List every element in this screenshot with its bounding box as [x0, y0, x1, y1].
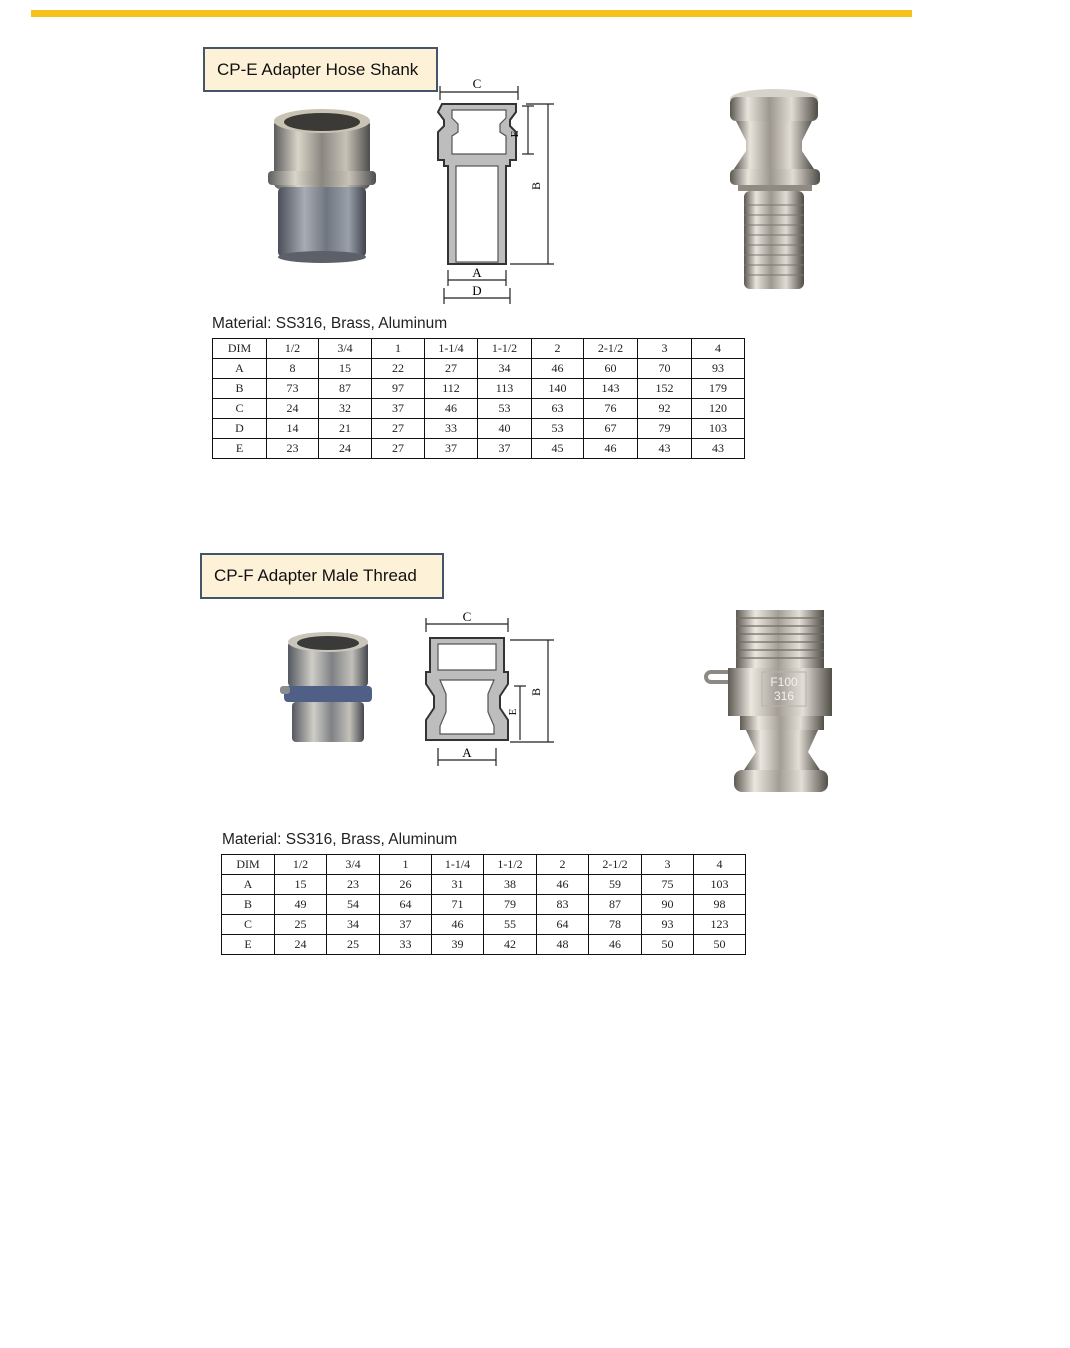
table-header-cell: DIM — [213, 339, 267, 359]
table-header-cell: 2-1/2 — [589, 855, 642, 875]
dim-label-d: D — [472, 283, 482, 298]
table-row-label: D — [213, 419, 267, 439]
table-header-cell: 3 — [638, 339, 692, 359]
table-cell: 34 — [327, 915, 380, 935]
table-cell: 34 — [478, 359, 532, 379]
table-cell: 24 — [267, 399, 319, 419]
table-cell: 63 — [532, 399, 584, 419]
table-cell: 38 — [484, 875, 537, 895]
table-cell: 87 — [589, 895, 642, 915]
table-cell: 27 — [425, 359, 478, 379]
cp-f-dimension-table — [221, 854, 746, 955]
table-row-label: E — [222, 935, 275, 955]
table-cell: 55 — [484, 915, 537, 935]
cp-f-product-photo-angled — [278, 630, 378, 746]
table-cell: 76 — [584, 399, 638, 419]
table-cell: 23 — [267, 439, 319, 459]
table-cell: 53 — [532, 419, 584, 439]
table-cell: 46 — [532, 359, 584, 379]
dim-label-a: A — [462, 745, 472, 760]
table-cell: 64 — [380, 895, 432, 915]
table-cell: 21 — [319, 419, 372, 439]
table-cell: 143 — [584, 379, 638, 399]
dim-label-c: C — [462, 610, 472, 624]
table-cell: 25 — [327, 935, 380, 955]
table-cell: 60 — [584, 359, 638, 379]
table-cell: 46 — [432, 915, 484, 935]
table-cell: 87 — [319, 379, 372, 399]
table-cell: 54 — [327, 895, 380, 915]
dim-label-e: E — [507, 708, 519, 716]
table-header-row — [222, 855, 746, 875]
table-cell: 37 — [372, 399, 425, 419]
table-cell: 93 — [642, 915, 694, 935]
table-header-cell: 1-1/2 — [478, 339, 532, 359]
table-cell: 31 — [432, 875, 484, 895]
section-title-text: CP-F Adapter Male Thread — [214, 566, 417, 585]
table-cell: 73 — [267, 379, 319, 399]
table-header-cell: 3/4 — [327, 855, 380, 875]
table-cell: 179 — [692, 379, 745, 399]
cp-e-technical-drawing — [430, 74, 560, 306]
table-row-label: A — [222, 875, 275, 895]
table-cell: 27 — [372, 419, 425, 439]
dim-label-e: E — [509, 130, 521, 138]
section-title-text: CP-E Adapter Hose Shank — [217, 59, 419, 79]
table-row — [213, 399, 745, 419]
table-cell: 24 — [275, 935, 327, 955]
table-cell: 26 — [380, 875, 432, 895]
table-cell: 98 — [694, 895, 746, 915]
dim-label-b: B — [529, 181, 543, 191]
table-cell: 83 — [537, 895, 589, 915]
photo-marking-line-2: 316 — [773, 689, 795, 703]
table-cell: 123 — [694, 915, 746, 935]
table-row-label: B — [213, 379, 267, 399]
table-cell: 46 — [584, 439, 638, 459]
table-header-row — [213, 339, 745, 359]
cp-e-dimension-table — [212, 338, 745, 459]
cp-e-product-photo-side — [722, 85, 832, 299]
table-cell: 140 — [532, 379, 584, 399]
table-cell: 79 — [638, 419, 692, 439]
table-cell: 37 — [425, 439, 478, 459]
table-row — [222, 915, 746, 935]
table-row — [213, 379, 745, 399]
table-cell: 43 — [638, 439, 692, 459]
table-cell: 79 — [484, 895, 537, 915]
table-header-cell: DIM — [222, 855, 275, 875]
cp-e-product-photo-angled — [262, 105, 382, 265]
cp-f-material-line: Material: SS316, Brass, Aluminum — [222, 831, 458, 848]
table-cell: 8 — [267, 359, 319, 379]
table-header-cell: 1-1/4 — [425, 339, 478, 359]
table-cell: 120 — [692, 399, 745, 419]
dim-label-c: C — [472, 76, 482, 91]
table-header-cell: 1 — [380, 855, 432, 875]
table-header-cell: 2 — [537, 855, 589, 875]
table-header-cell: 1/2 — [267, 339, 319, 359]
table-header-cell: 3/4 — [319, 339, 372, 359]
table-cell: 75 — [642, 875, 694, 895]
table-cell: 33 — [425, 419, 478, 439]
table-cell: 50 — [694, 935, 746, 955]
table-row-label: B — [222, 895, 275, 915]
table-row-label: E — [213, 439, 267, 459]
table-cell: 39 — [432, 935, 484, 955]
table-header-cell: 1-1/2 — [484, 855, 537, 875]
table-cell: 40 — [478, 419, 532, 439]
table-cell: 59 — [589, 875, 642, 895]
table-header-cell: 1-1/4 — [432, 855, 484, 875]
table-cell: 70 — [638, 359, 692, 379]
dim-label-b: B — [529, 687, 543, 697]
table-cell: 24 — [319, 439, 372, 459]
table-cell: 53 — [478, 399, 532, 419]
table-cell: 78 — [589, 915, 642, 935]
dim-label-a: A — [472, 265, 482, 280]
table-cell: 71 — [432, 895, 484, 915]
table-cell: 46 — [425, 399, 478, 419]
table-cell: 50 — [642, 935, 694, 955]
cp-e-material-line: Material: SS316, Brass, Aluminum — [212, 315, 448, 332]
table-cell: 103 — [692, 419, 745, 439]
section-title-cp-e — [203, 47, 438, 92]
table-cell: 152 — [638, 379, 692, 399]
table-header-cell: 4 — [694, 855, 746, 875]
cp-f-technical-drawing — [418, 610, 560, 768]
table-cell: 27 — [372, 439, 425, 459]
table-header-cell: 1/2 — [275, 855, 327, 875]
table-row — [213, 439, 745, 459]
table-cell: 48 — [537, 935, 589, 955]
table-cell: 67 — [584, 419, 638, 439]
table-cell: 37 — [478, 439, 532, 459]
table-cell: 42 — [484, 935, 537, 955]
table-header-cell: 4 — [692, 339, 745, 359]
table-cell: 14 — [267, 419, 319, 439]
table-header-cell: 2-1/2 — [584, 339, 638, 359]
table-cell: 64 — [537, 915, 589, 935]
photo-marking-line-1: F100 — [770, 675, 798, 689]
table-cell: 45 — [532, 439, 584, 459]
table-cell: 92 — [638, 399, 692, 419]
table-cell: 90 — [642, 895, 694, 915]
table-header-cell: 2 — [532, 339, 584, 359]
table-row — [213, 419, 745, 439]
table-cell: 23 — [327, 875, 380, 895]
section-title-cp-f — [200, 553, 444, 599]
table-cell: 46 — [537, 875, 589, 895]
table-cell: 32 — [319, 399, 372, 419]
table-cell: 43 — [692, 439, 745, 459]
table-cell: 97 — [372, 379, 425, 399]
table-cell: 112 — [425, 379, 478, 399]
table-cell: 15 — [319, 359, 372, 379]
table-cell: 103 — [694, 875, 746, 895]
table-cell: 33 — [380, 935, 432, 955]
table-row-label: C — [213, 399, 267, 419]
cp-f-product-photo-side — [704, 606, 834, 796]
top-accent-bar — [31, 10, 912, 17]
table-row — [222, 895, 746, 915]
table-row — [222, 875, 746, 895]
table-row-label: A — [213, 359, 267, 379]
table-cell: 49 — [275, 895, 327, 915]
table-cell: 15 — [275, 875, 327, 895]
table-cell: 37 — [380, 915, 432, 935]
table-cell: 25 — [275, 915, 327, 935]
table-row — [213, 359, 745, 379]
table-header-cell: 3 — [642, 855, 694, 875]
table-cell: 113 — [478, 379, 532, 399]
table-row — [222, 935, 746, 955]
table-row-label: C — [222, 915, 275, 935]
table-cell: 22 — [372, 359, 425, 379]
table-header-cell: 1 — [372, 339, 425, 359]
table-cell: 93 — [692, 359, 745, 379]
table-cell: 46 — [589, 935, 642, 955]
